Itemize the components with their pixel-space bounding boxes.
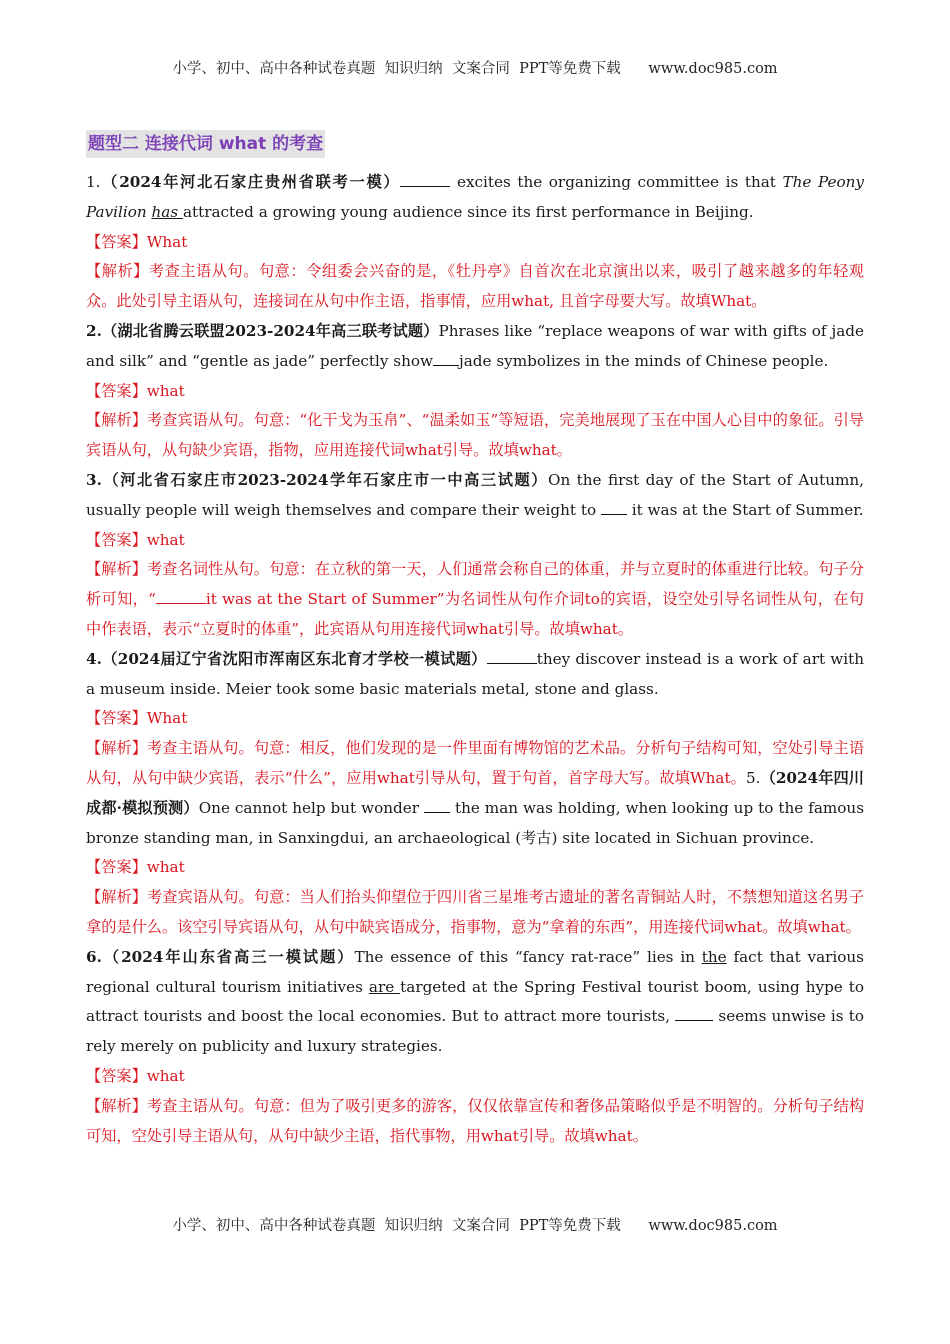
question-source: （2024届辽宁省沈阳市浑南区东北育才学校一模试题） — [101, 649, 487, 668]
page-footer: 小学、初中、高中各种试卷真题 知识归纳 文案合同 PPT等免费下载 www.doc985.com — [172, 1218, 778, 1234]
analysis-4-and-question-5: 【解析】考查主语从句。句意：相反，他们发现的是一件里面有博物馆的艺术品。分析句子结构可知，空处引导主语从句，从句中缺少宾语，表示“什么”，应用what引导从句，置于句首，首字母大写。故填What。5.（2024年四川成都·模拟预测）One cannot help but wonder the man was holding, when looking up to the famous bronze standing man, in Sanxingdui, an archaeological (考古) site located in Sichuan province. — [86, 739, 864, 847]
analysis-5: 【解析】考查宾语从句。句意：当人们抬头仰望位于四川省三星堆考古遗址的著名青铜站人时，不禁想知道这名男子拿的是什么。该空引导宾语从句，从句中缺宾语成分，指事物，意为“拿着的东西”，用连接代词what。故填what。 — [86, 888, 864, 936]
analysis-6: 【解析】考查主语从句。句意：但为了吸引更多的游客，仅仅依靠宣传和奢侈品策略似乎是不明智的。分析句子结构可知，空处引导主语从句，从句中缺少主语，指代事物，用what引导。故填what。 — [86, 1096, 864, 1145]
analysis-3: 【解析】考查名词性从句。句意：在立秋的第一天，人们通常会称自己的体重，并与立夏时的体重进行比较。句子分析可知，“ it was at the Start of Summer”为名词性从句作介词to的宾语，设空处引导名词性从句，在句中作表语，表示“立夏时的体重”，此宾语从句用连接代词what引导。故填what。 — [86, 560, 864, 638]
answer-blank — [156, 589, 206, 604]
question-number: 3. — [86, 470, 102, 489]
answer-blank — [424, 798, 450, 813]
question-source: （湖北省腾云联盟2023-2024年高三联考试题） — [101, 321, 439, 340]
question-2: 2.（湖北省腾云联盟2023-2024年高三联考试题）Phrases like “replace weapons of war with gifts of jade and silk” and “gentle as jade” perfectly show jade symbolizes in the minds of Chinese people. — [86, 321, 864, 370]
question-number: 2. — [86, 321, 102, 340]
question-4: 4.（2024届辽宁省沈阳市浑南区东北育才学校一模试题） they discover instead is a work of art with a museum inside. Meier took some basic materials metal, stone and glass. — [86, 649, 864, 698]
analysis-2: 【解析】考查宾语从句。句意：“化干戈为玉帛”、“温柔如玉”等短语，完美地展现了玉在中国人心目中的象征。引导宾语从句，从句缺少宾语，指物，应用连接代词what引导。故填what。 — [86, 411, 864, 460]
question-number: 1. — [86, 173, 101, 191]
answer-5: 【答案】what — [86, 858, 185, 877]
answer-blank — [675, 1006, 713, 1021]
page-header: 小学、初中、高中各种试卷真题 知识归纳 文案合同 PPT等免费下载 www.doc985.com — [172, 61, 778, 77]
question-3: 3.（河北省石家庄市2023-2024学年石家庄市一中高三试题）On the first day of the Start of Autumn, usually people will weigh themselves and compare their weight to it was at the Start of Summer. — [86, 470, 865, 519]
section-title: 题型二 连接代词 what 的考查 — [86, 130, 325, 158]
answer-blank — [400, 172, 450, 187]
question-1: 1.（2024年河北石家庄贵州省联考一模） excites the organizing committee is that The Peony Pavilion has attracted a growing young audience since its first performance in Beijing. — [86, 173, 864, 221]
question-number: 6. — [86, 947, 102, 966]
answer-3: 【答案】what — [86, 530, 185, 549]
answer-4: 【答案】What — [86, 709, 188, 728]
question-source: （2024年山东省高三一模试题） — [101, 947, 355, 966]
question-number: 4. — [86, 649, 102, 668]
answer-6: 【答案】what — [86, 1066, 185, 1085]
answer-blank — [433, 351, 459, 366]
analysis-1: 【解析】考查主语从句。句意：令组委会兴奋的是，《牡丹亭》自首次在北京演出以来，吸引了越来越多的年轻观众。此处引导主语从句，连接词在从句中作主语，指事情，应用what, 且首字母要大写。故填What。 — [86, 262, 864, 311]
question-source: （2024年河北石家庄贵州省联考一模） — [100, 173, 401, 191]
answer-1: 【答案】What — [86, 232, 188, 251]
question-source: （2024年四川成都·模拟预测） — [86, 768, 864, 817]
question-source: （河北省石家庄市2023-2024学年石家庄市一中高三试题） — [101, 470, 549, 489]
question-number: 5. — [745, 768, 761, 787]
answer-blank — [601, 500, 627, 515]
question-6: 6.（2024年山东省高三一模试题）The essence of this “fancy rat-race” lies in the fact that various regional cultural tourism initiatives are targeted at the Spring Festival tourist boom, using hype to attract tourists and boost the local economies. But to attract more tourists, seems unwise is to rely merely on publicity and luxury strategies. — [86, 947, 864, 1056]
answer-2: 【答案】what — [86, 381, 185, 400]
document-body — [86, 130, 864, 1151]
answer-blank — [487, 649, 537, 664]
analysis-4: 【解析】考查主语从句。句意：相反，他们发现的是一件里面有博物馆的艺术品。分析句子结构可知，空处引导主语从句，从句中缺少宾语，表示“什么”，应用what引导从句，置于句首，首字母大写。故填What。 — [86, 739, 864, 787]
